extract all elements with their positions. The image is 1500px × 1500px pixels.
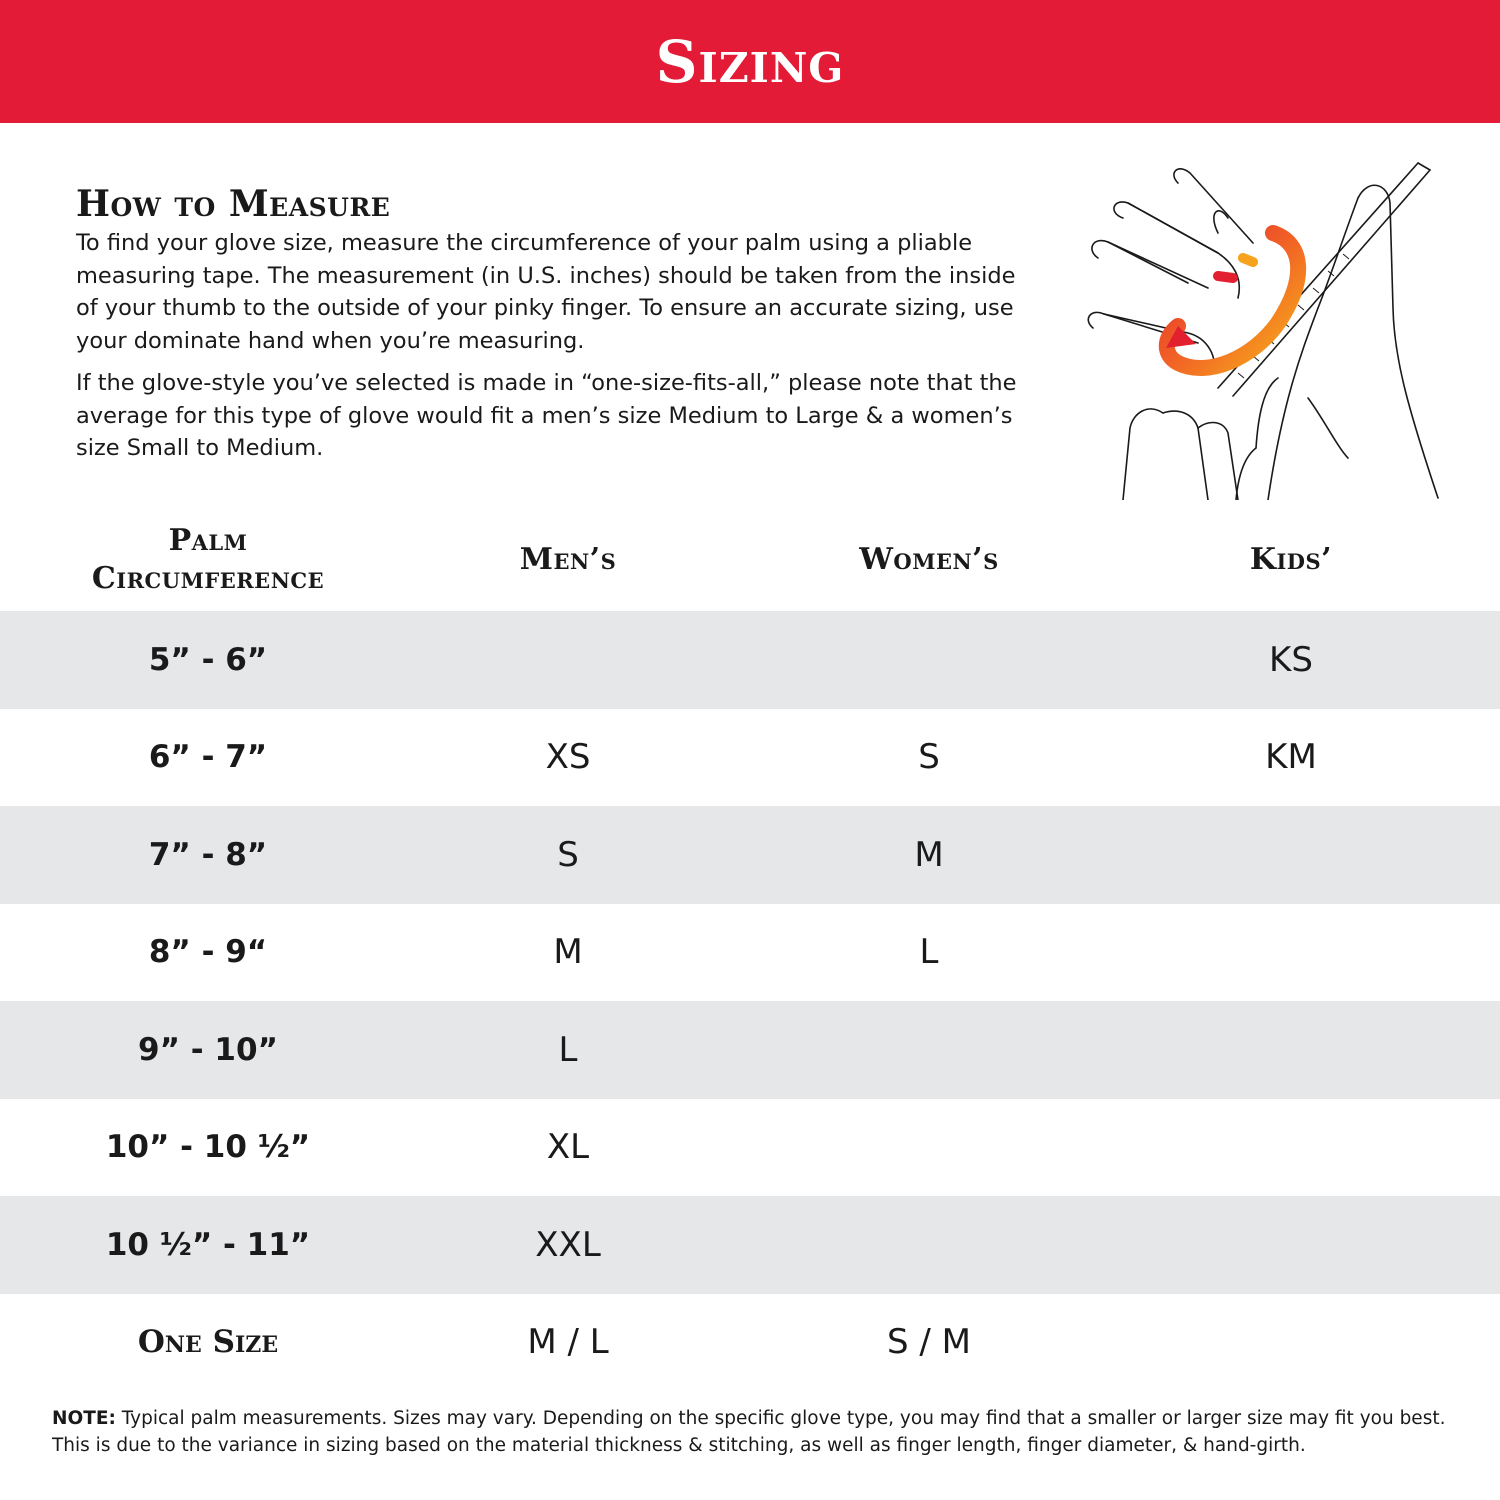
measure-paragraph-2: If the glove-style you’ve selected is made in “one-size-fits-all,” please note that the average for this type of glove would fit a men’s size Medium to Large & a women’s size Small to Medium. <box>76 370 1017 461</box>
header-palm-line2: Circumference <box>91 561 325 596</box>
table-row <box>0 611 1500 709</box>
kids-size: KS <box>1269 639 1313 680</box>
womens-size: M <box>914 834 944 875</box>
mens-size: M / L <box>527 1322 609 1363</box>
table-row <box>0 1099 1500 1197</box>
header-palm-line1: Palm <box>168 523 248 558</box>
how-to-measure-section <box>76 183 1036 475</box>
womens-size: S / M <box>887 1322 971 1363</box>
table-row <box>0 1294 1500 1392</box>
kids-size <box>1110 1294 1472 1392</box>
womens-size <box>748 1196 1110 1294</box>
table-header <box>0 510 1500 610</box>
header-mens: Men’s <box>519 542 617 577</box>
mens-size: XL <box>546 1127 590 1168</box>
table-row <box>0 904 1500 1002</box>
kids-size <box>1110 1001 1472 1099</box>
measure-heading: How to Measure <box>76 183 391 225</box>
mens-size: XXL <box>535 1224 601 1265</box>
measure-paragraph-1: To find your glove size, measure the circumference of your palm using a pliable measuring tape. The measurement (in U.S. inches) should be taken from the inside of your thumb to the outside of your pinky finger. To ensure an accurate sizing, use your dominate hand when you’re measuring. <box>76 230 1016 354</box>
palm-range: 5” - 6” <box>148 641 268 678</box>
palm-range: 10” - 10 ½” <box>105 1129 311 1166</box>
palm-range: 10 ½” - 11” <box>105 1226 311 1263</box>
table-row <box>0 806 1500 904</box>
header-womens: Women’s <box>859 542 999 577</box>
womens-size <box>748 611 1110 709</box>
kids-size <box>1110 904 1472 1002</box>
palm-range: 9” - 10” <box>138 1031 278 1068</box>
table-row <box>0 1196 1500 1294</box>
mens-size <box>388 611 748 709</box>
note-text: Typical palm measurements. Sizes may vary. Depending on the specific glove type, you may find that a smaller or larger size may fit you best. This is due to the variance in sizing based on the material thickness & stitching, as well as finger length, finger diameter, & hand-girth. <box>52 1408 1446 1456</box>
table-row <box>0 1001 1500 1099</box>
womens-size <box>748 1001 1110 1099</box>
sizing-note <box>52 1405 1452 1459</box>
header-palm-circumference <box>28 510 388 610</box>
mens-size: XS <box>545 737 591 778</box>
title-banner <box>0 0 1500 123</box>
womens-size <box>748 1099 1110 1197</box>
note-label: NOTE: <box>52 1408 116 1429</box>
kids-size <box>1110 1196 1472 1294</box>
mens-size: M <box>553 932 583 973</box>
palm-range: 6” - 7” <box>148 739 268 776</box>
table-row <box>0 709 1500 807</box>
mens-size: S <box>557 834 579 875</box>
kids-size <box>1110 806 1472 904</box>
womens-size: S <box>918 737 940 778</box>
palm-range: 7” - 8” <box>148 836 268 873</box>
palm-range: 8” - 9“ <box>148 934 268 971</box>
header-kids: Kids’ <box>1249 542 1333 577</box>
womens-size: L <box>919 932 939 973</box>
page-title: Sizing <box>655 27 845 96</box>
palm-range: One Size <box>137 1324 279 1361</box>
hand-measuring-illustration <box>1068 158 1440 500</box>
kids-size <box>1110 1099 1472 1197</box>
kids-size: KM <box>1265 737 1317 778</box>
mens-size: L <box>558 1029 578 1070</box>
